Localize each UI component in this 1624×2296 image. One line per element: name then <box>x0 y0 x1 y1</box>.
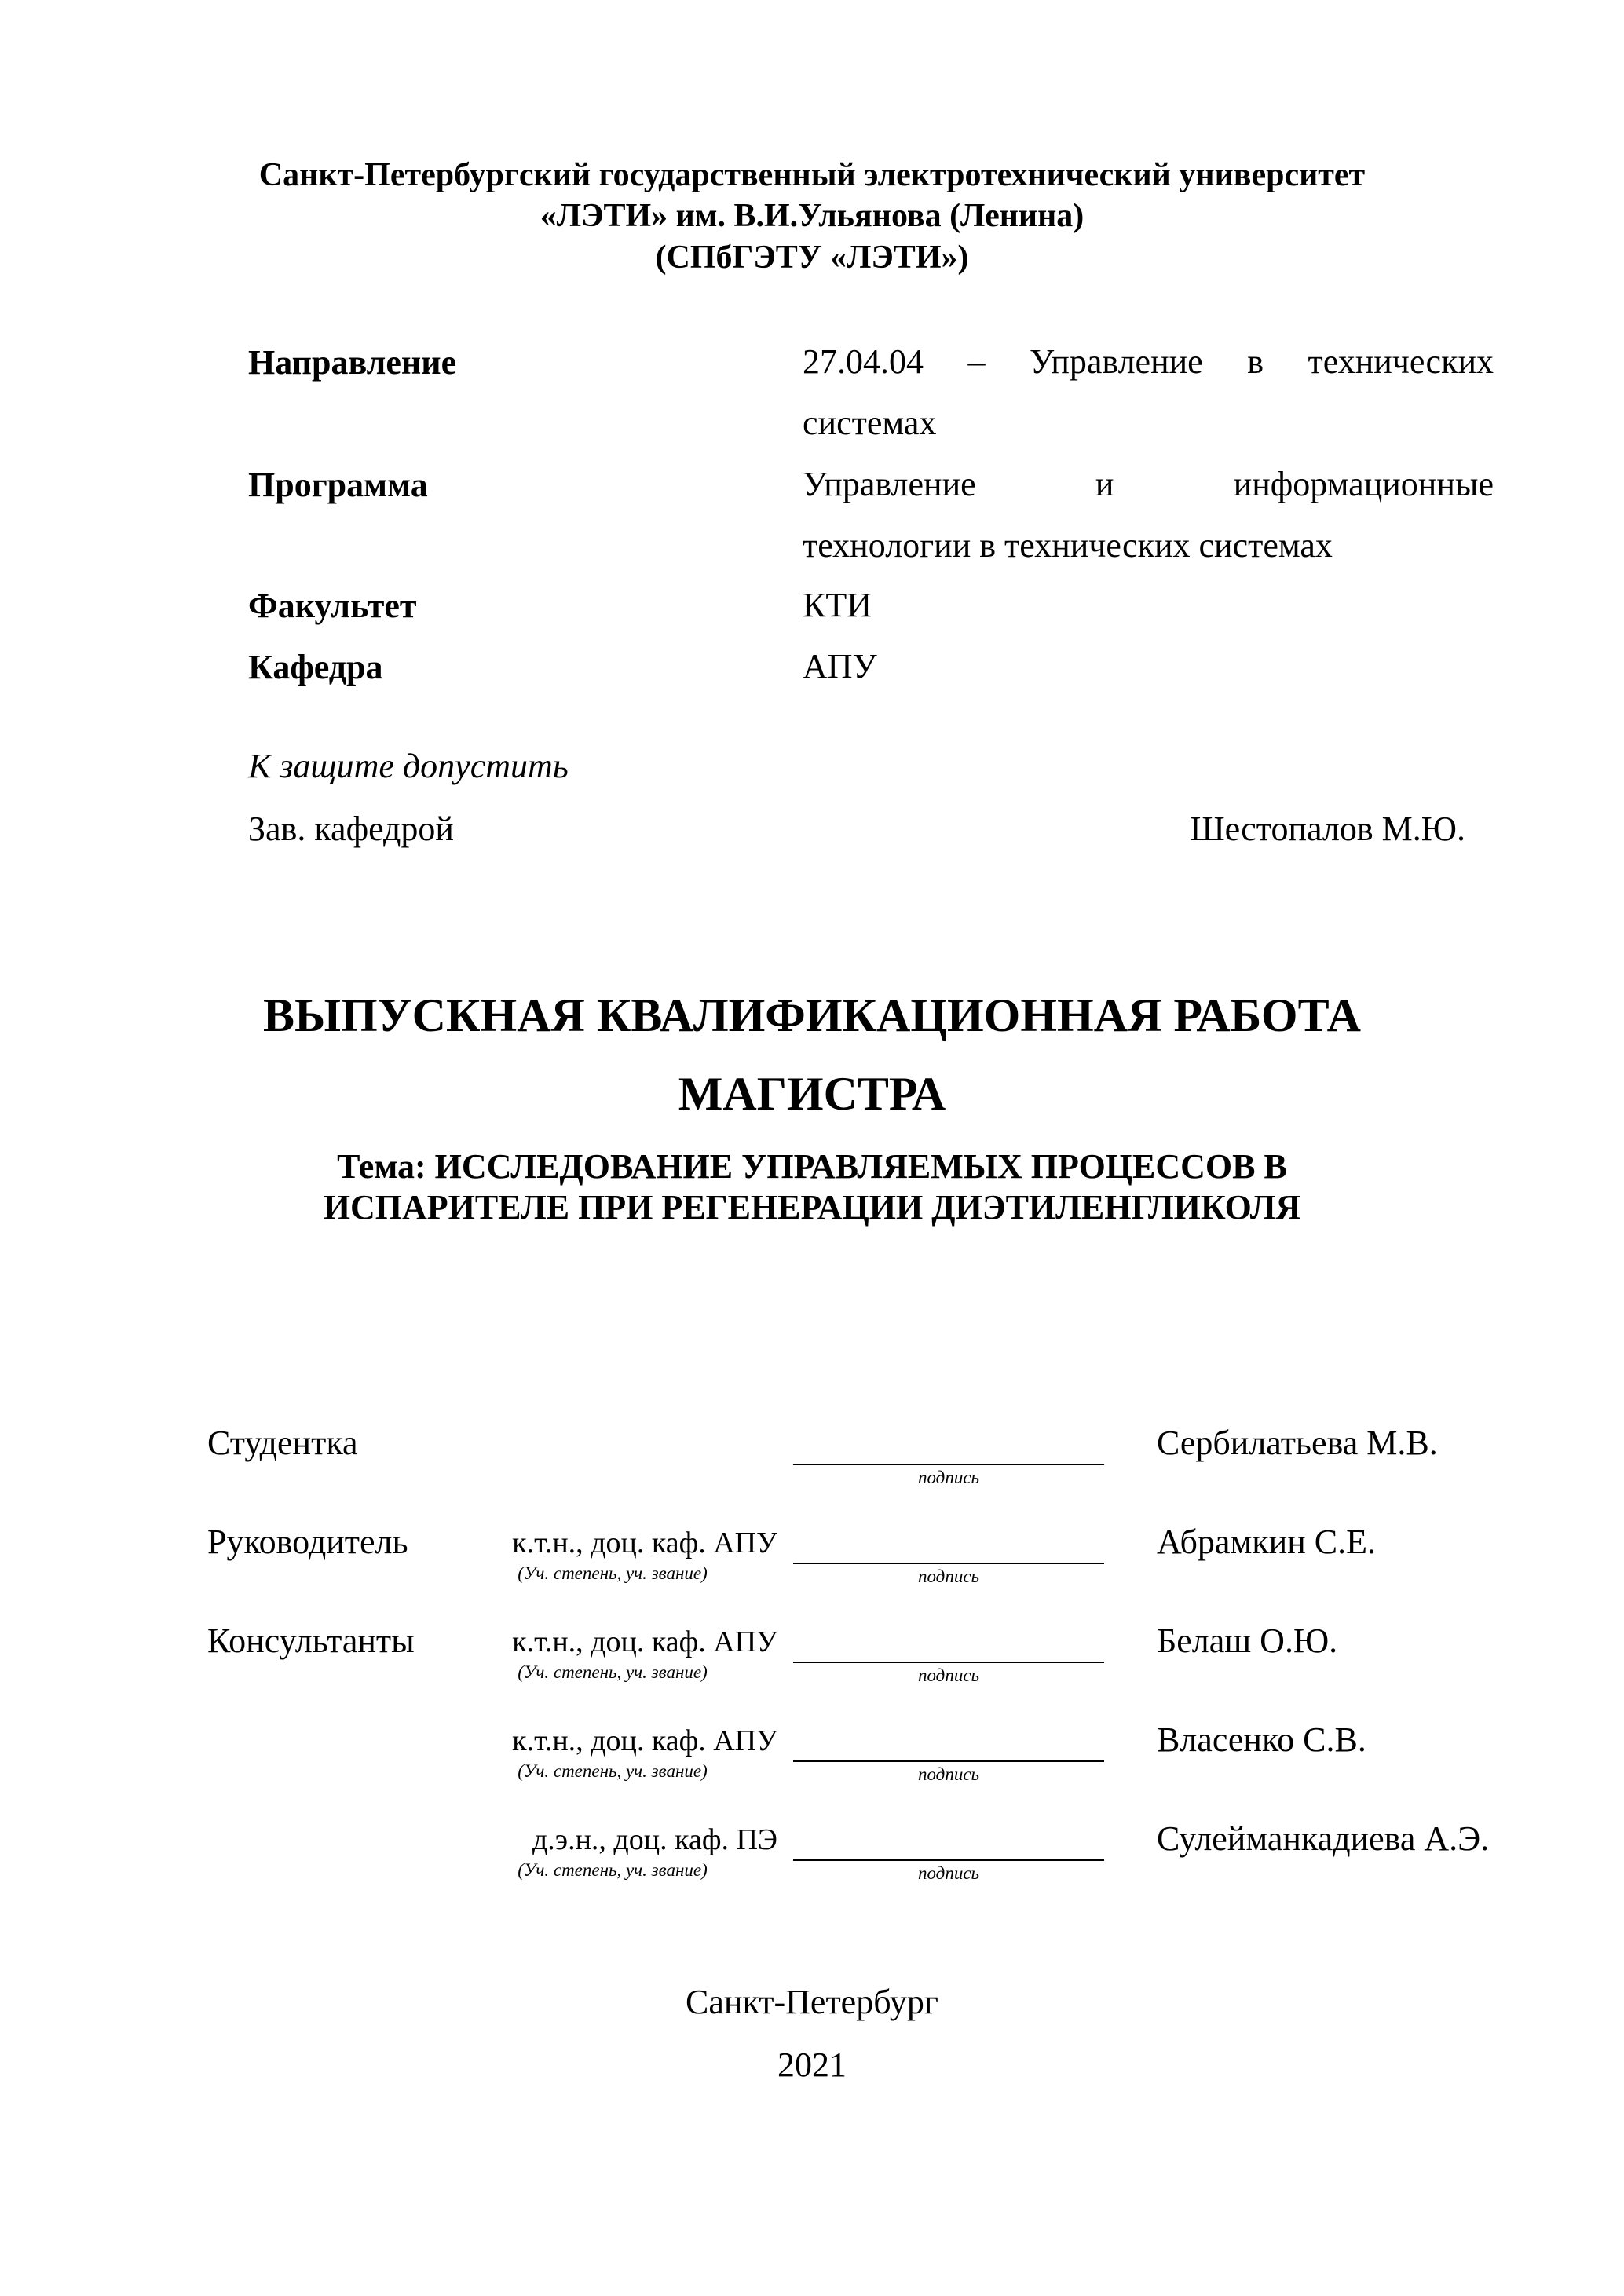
signatory-degree: д.э.н., доц. каф. ПЭ <box>532 1823 777 1856</box>
signatory-name: Власенко С.В. <box>1157 1720 1366 1759</box>
program-word: информационные <box>1233 465 1494 503</box>
program-label: Программа <box>248 466 428 504</box>
program-word: и <box>1095 465 1114 503</box>
university-abbreviation: (СПбГЭТУ «ЛЭТИ») <box>655 239 969 276</box>
signature-caption: подпись <box>917 1863 979 1883</box>
signature-line <box>793 1464 1104 1465</box>
signatory-degree: к.т.н., доц. каф. АПУ <box>512 1526 777 1559</box>
direction-value-line1 <box>803 331 1494 393</box>
direction-dash: – <box>967 342 986 381</box>
department-value: АПУ <box>803 647 877 686</box>
program-word: Управление <box>803 465 976 503</box>
signature-line <box>793 1662 1104 1663</box>
signature-line <box>793 1859 1104 1861</box>
signature-caption: подпись <box>917 1567 979 1586</box>
degree-caption: (Уч. степень, уч. звание) <box>518 1761 708 1781</box>
direction-word: технических <box>1308 342 1494 381</box>
thesis-title: ВЫПУСКНАЯ КВАЛИФИКАЦИОННАЯ РАБОТА <box>263 989 1361 1041</box>
head-of-department-label: Зав. кафедрой <box>248 810 454 848</box>
program-value-line2: технологии в технических системах <box>803 526 1333 565</box>
thesis-topic-line1: Тема: ИССЛЕДОВАНИЕ УПРАВЛЯЕМЫХ ПРОЦЕССОВ В <box>337 1147 1287 1186</box>
signature-line <box>793 1563 1104 1564</box>
direction-value-line2: системах <box>803 404 937 442</box>
thesis-topic-line2: ИСПАРИТЕЛЕ ПРИ РЕГЕНЕРАЦИИ ДИЭТИЛЕНГЛИКОЛЯ <box>323 1188 1301 1227</box>
department-label: Кафедра <box>248 648 383 686</box>
head-of-department-name: Шестопалов М.Ю. <box>1190 810 1465 848</box>
university-name: Санкт-Петербургский государственный электротехнический университет <box>258 157 1366 193</box>
signatory-degree: к.т.н., доц. каф. АПУ <box>512 1625 777 1658</box>
year: 2021 <box>777 2046 847 2084</box>
degree-caption: (Уч. степень, уч. звание) <box>518 1860 708 1880</box>
signatory-role: Консультанты <box>207 1621 415 1660</box>
direction-code: 27.04.04 <box>803 342 924 381</box>
direction-value <box>803 331 1494 454</box>
signature-line <box>793 1760 1104 1762</box>
degree-caption: (Уч. степень, уч. звание) <box>518 1662 708 1682</box>
signatory-degree: к.т.н., доц. каф. АПУ <box>512 1724 777 1757</box>
admission-note: К защите допустить <box>248 747 569 785</box>
signatory-name: Белаш О.Ю. <box>1157 1621 1338 1660</box>
signatory-name: Сербилатьева М.В. <box>1157 1424 1438 1462</box>
direction-label: Направление <box>248 343 457 382</box>
thesis-degree: МАГИСТРА <box>678 1068 946 1120</box>
signatory-role: Студентка <box>207 1424 358 1462</box>
faculty-label: Факультет <box>248 587 417 625</box>
university-short-name: «ЛЭТИ» им. В.И.Ульянова (Ленина) <box>540 198 1084 234</box>
signatory-role: Руководитель <box>207 1523 408 1561</box>
signatory-name: Сулейманкадиева А.Э. <box>1157 1819 1490 1858</box>
signature-caption: подпись <box>917 1468 979 1487</box>
signatory-name: Абрамкин С.Е. <box>1157 1523 1376 1561</box>
direction-word: Управление <box>1030 342 1203 381</box>
signature-caption: подпись <box>917 1764 979 1784</box>
signature-caption: подпись <box>917 1665 979 1685</box>
faculty-value: КТИ <box>803 586 872 624</box>
city: Санкт-Петербург <box>686 1983 938 2021</box>
program-value <box>803 454 1494 576</box>
degree-caption: (Уч. степень, уч. звание) <box>518 1563 708 1583</box>
program-value-line1 <box>803 454 1494 515</box>
direction-word: в <box>1247 342 1264 381</box>
